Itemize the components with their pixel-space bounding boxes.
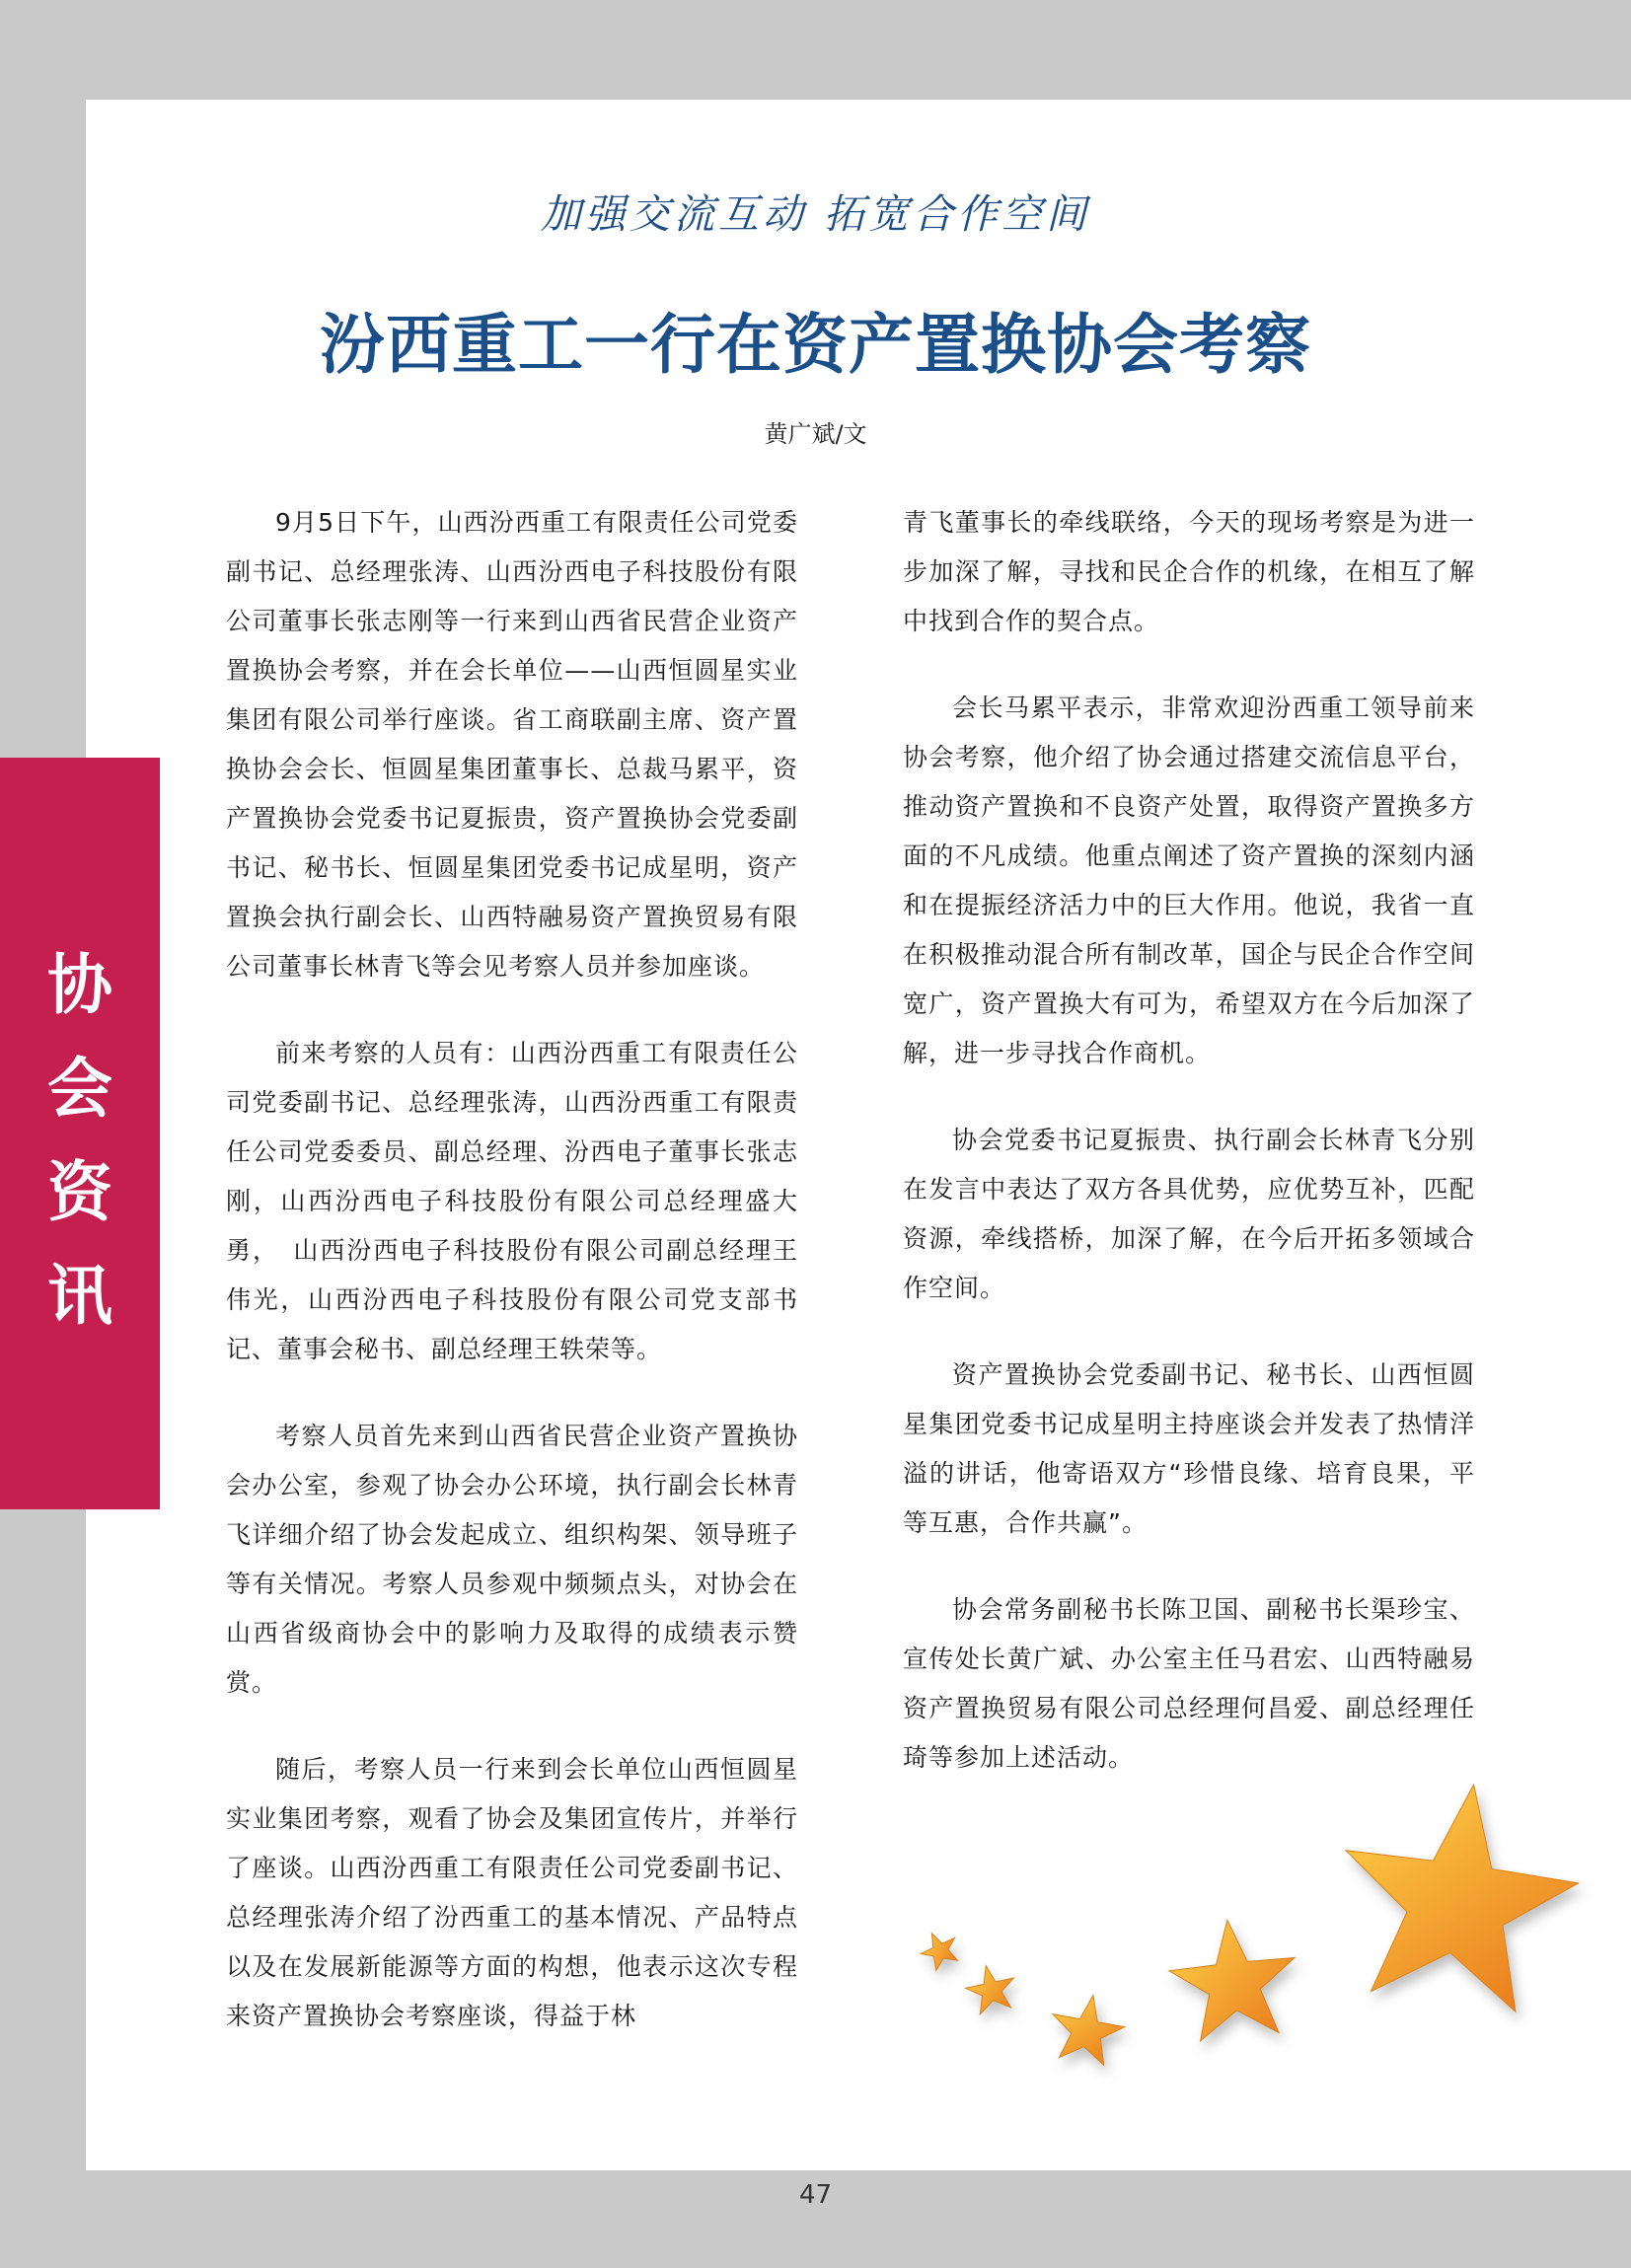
paragraph: 青飞董事长的牵线联络，今天的现场考察是为进一步加深了解，寻找和民企合作的机缘，在相互了解中找到合作的契合点。 bbox=[903, 508, 1475, 635]
page-number bbox=[0, 2170, 1631, 2268]
paragraph: 考察人员首先来到山西省民营企业资产置换协会办公室，参观了协会办公环境，执行副会长林青飞详细介绍了协会发起成立、组织构架、领导班子等有关情况。考察人员参观中频频点头，对协会在山西省级商协会中的影响力及取得的成绩表示赞赏。 bbox=[226, 1422, 798, 1697]
section-tab bbox=[0, 758, 160, 1509]
star-shape bbox=[962, 1960, 1020, 2015]
paragraph: 9月5日下午，山西汾西重工有限责任公司党委副书记、总经理张涛、山西汾西电子科技股份有限公司董事长张志刚等一行来到山西省民营企业资产置换协会考察，并在会长单位——山西恒圆星实业集团有限公司举行座谈。省工商联副主席、资产置换协会会长、恒圆星集团董事长、总裁马累平，资产置换协会党委书记夏振贵，资产置换协会党委副书记、秘书长、恒圆星集团党委书记成星明，资产置换会执行副会长、山西特融易资产置换贸易有限公司董事长林青飞等会见考察人员并参加座谈。 bbox=[226, 508, 798, 981]
paragraph: 随后，考察人员一行来到会长单位山西恒圆星实业集团考察，观看了协会及集团宣传片，并举行了座谈。山西汾西重工有限责任公司党委副书记、总经理张涛介绍了汾西重工的基本情况、产品特点以及在发展新能源等方面的构想，他表示这次专程来资产置换协会考察座谈，得益于林 bbox=[226, 1755, 798, 2030]
section-tab-char-3: 资 bbox=[47, 1154, 112, 1230]
article-headline: 汾西重工一行在资产置换协会考察 bbox=[320, 307, 1311, 383]
gold-stars-icon bbox=[888, 1766, 1618, 2091]
left-column bbox=[226, 498, 798, 2079]
paragraph: 前来考察的人员有：山西汾西重工有限责任公司党委副书记、总经理张涛，山西汾西重工有限责任公司党委委员、副总经理、汾西电子董事长张志刚，山西汾西电子科技股份有限公司总经理盛大勇， 山西汾西电子科技股份有限公司副总经理王伟光，山西汾西电子科技股份有限公司党支部书记、董事会秘书、副总经理王轶荣等。 bbox=[226, 1039, 798, 1363]
star-shape bbox=[915, 1926, 964, 1974]
article-byline: 黄广斌/文 bbox=[764, 420, 867, 448]
section-tab-char-1: 协 bbox=[47, 947, 112, 1023]
star-shape bbox=[1327, 1769, 1591, 2018]
right-column bbox=[903, 498, 1475, 1820]
section-tab-char-4: 讯 bbox=[47, 1258, 112, 1334]
paragraph: 资产置换协会党委副书记、秘书长、山西恒圆星集团党委书记成星明主持座谈会并发表了热情洋溢的讲话，他寄语双方“珍惜良缘、培育良果，平等互惠，合作共赢”。 bbox=[903, 1360, 1475, 1537]
paragraph: 会长马累平表示，非常欢迎汾西重工领导前来协会考察，他介绍了协会通过搭建交流信息平台，推动资产置换和不良资产处置，取得资产置换多方面的不凡成绩。他重点阐述了资产置换的深刻内涵和在提振经济活力中的巨大作用。他说，我省一直在积极推动混合所有制改革，国企与民企合作空间宽广，资产置换大有可为，希望双方在今后加深了解，进一步寻找合作商机。 bbox=[903, 694, 1475, 1067]
kicker-subtitle: 加强交流互动 拓宽合作空间 bbox=[540, 190, 1091, 238]
star-shape bbox=[1164, 1914, 1302, 2044]
paragraph: 协会常务副秘书长陈卫国、副秘书长渠珍宝、宣传处长黄广斌、办公室主任马君宏、山西特融易资产置换贸易有限公司总经理何昌爱、副总经理任琦等参加上述活动。 bbox=[903, 1595, 1475, 1772]
star-shape bbox=[1046, 1989, 1130, 2068]
page-number-text: 47 bbox=[798, 2180, 833, 2210]
section-tab-char-2: 会 bbox=[47, 1051, 112, 1127]
paragraph: 协会党委书记夏振贵、执行副会长林青飞分别在发言中表达了双方各具优势，应优势互补，匹配资源，牵线搭桥，加深了解，在今后开拓多领域合作空间。 bbox=[903, 1126, 1475, 1302]
